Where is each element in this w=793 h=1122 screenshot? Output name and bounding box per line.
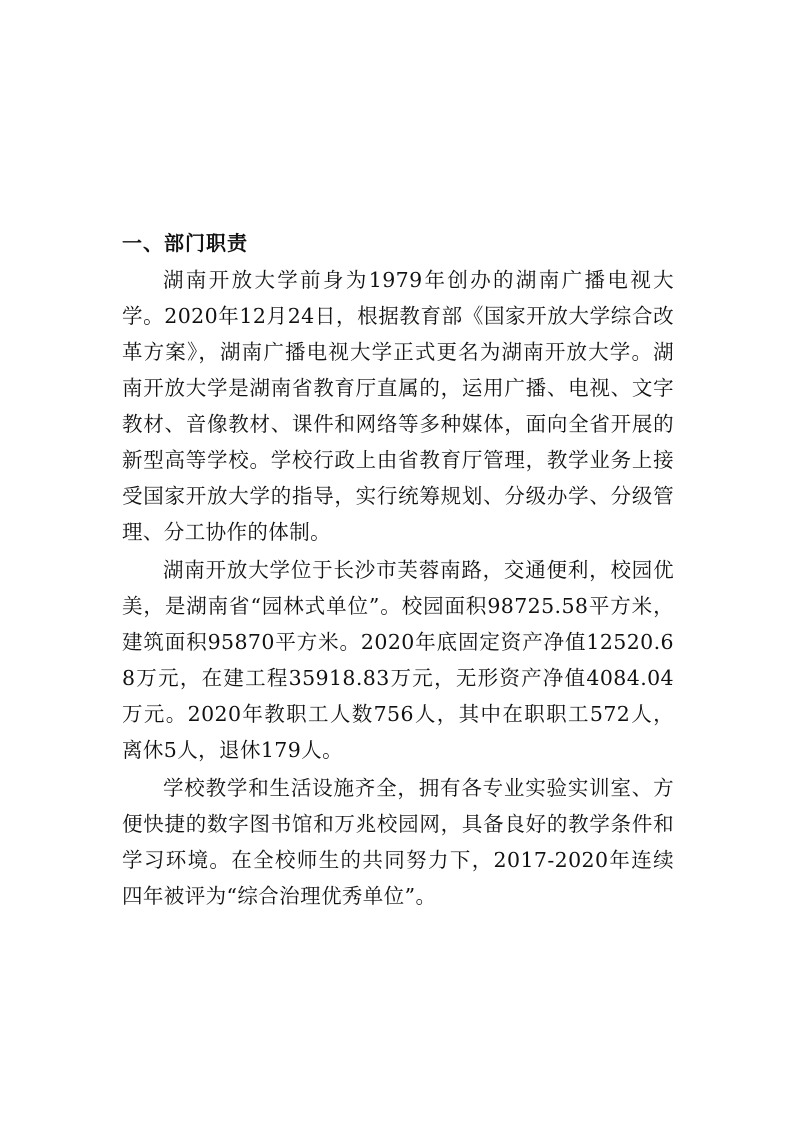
paragraph-history: 湖南开放大学前身为1979年创办的湖南广播电视大学。2020年12月24日，根据教育部《国家开放大学综合改革方案》，湖南广播电视大学正式更名为湖南开放大学。湖南开放大学是湖南省教育厅直属的，运用广播、电视、文字教材、音像教材、课件和网络等多种媒体，面向全省开展的新型高等学校。学校行政上由省教育厅管理，教学业务上接受国家开放大学的指导，实行统筹规划、分级办学、分级管理、分工协作的体制。 (122, 268, 674, 544)
paragraph-facilities: 学校教学和生活设施齐全，拥有各专业实验实训室、方便快捷的数字图书馆和万兆校园网，具备良好的教学条件和学习环境。在全校师生的共同努力下，2017-2020年连续四年被评为“综合治理优秀单位”。 (122, 776, 674, 908)
paragraph-campus: 湖南开放大学位于长沙市芙蓉南路，交通便利，校园优美，是湖南省“园林式单位”。校园面积98725.58平方米，建筑面积95870平方米。2020年底固定资产净值12520.68万元，在建工程35918.83万元，无形资产净值4084.04万元。2020年教职工人数756人，其中在职职工572人，离休5人，退休179人。 (122, 558, 674, 762)
section-heading: 一、部门职责 (122, 231, 248, 255)
document-body (122, 262, 674, 914)
